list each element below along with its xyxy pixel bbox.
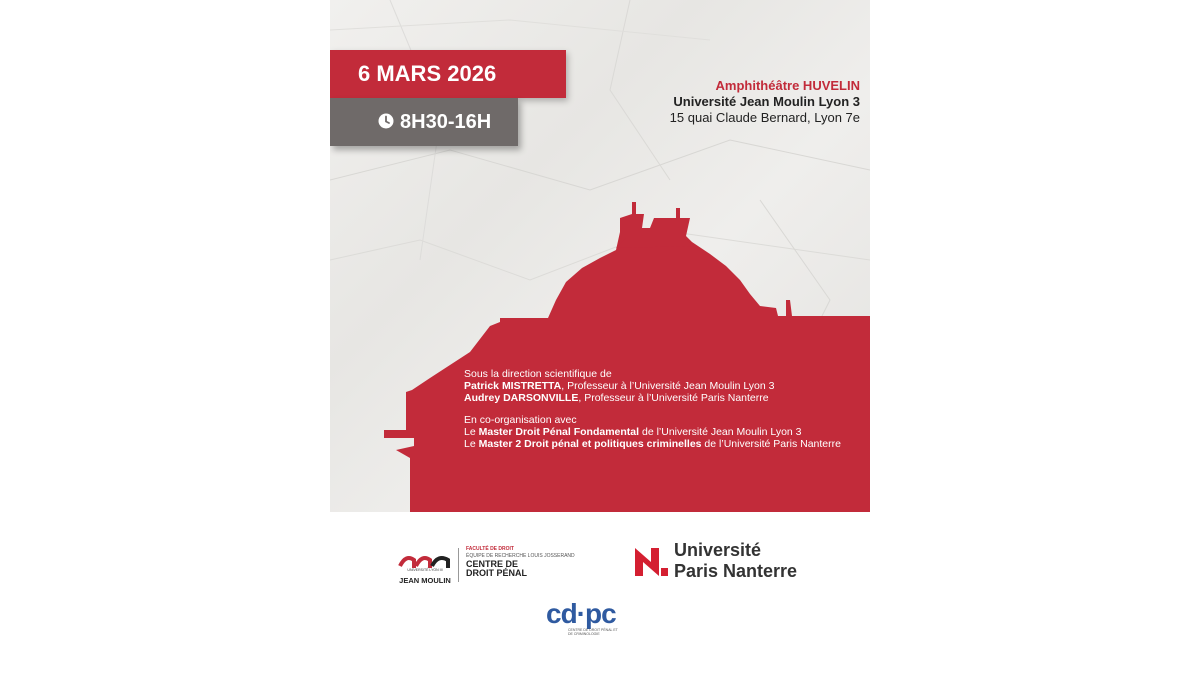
partner-logos <box>330 512 870 675</box>
director-2-name: Audrey DARSONVILLE <box>464 392 579 404</box>
director-1 <box>464 380 864 392</box>
jean-moulin-logo <box>396 546 576 586</box>
coorg-2 <box>464 438 864 450</box>
jean-moulin-team: ÉQUIPE DE RECHERCHE LOUIS JOSSERAND <box>466 553 575 559</box>
coorg-2-name: Master 2 Droit pénal et politiques criminelles <box>478 438 702 450</box>
jean-moulin-mark-text: UNIVERSITÉ LYON III <box>407 568 443 572</box>
coorg-2-suffix: de l’Université Paris Nanterre <box>701 438 841 450</box>
coorg-1-prefix: Le <box>464 426 479 438</box>
cdpc-logo <box>546 598 636 638</box>
direction-intro: Sous la direction scientifique de <box>464 368 612 380</box>
event-poster <box>330 0 870 675</box>
jean-moulin-centre: CENTRE DE DROIT PÉNAL <box>466 559 528 578</box>
spacer <box>464 404 864 414</box>
venue-block <box>670 78 860 126</box>
event-time-banner <box>330 98 518 146</box>
director-2-role: , Professeur à l’Université Paris Nanterre <box>578 392 769 404</box>
event-time: 8H30-16H <box>400 110 492 133</box>
venue-university: Université Jean Moulin Lyon 3 <box>673 94 860 109</box>
paris-nanterre-line-1: Université <box>674 540 762 560</box>
director-2 <box>464 392 864 404</box>
jean-moulin-faculty: FACULTÉ DE DROIT <box>466 546 514 552</box>
venue-room: Amphithéâtre HUVELIN <box>715 78 860 93</box>
paris-nanterre-mark-icon <box>632 544 670 580</box>
coorg-1 <box>464 426 864 438</box>
event-date: 6 MARS 2026 <box>358 61 497 86</box>
coorg-1-name: Master Droit Pénal Fondamental <box>478 426 640 438</box>
coorg-intro: En co-organisation avec <box>464 414 577 426</box>
paris-nanterre-line-2: Paris Nanterre <box>674 561 798 581</box>
paris-nanterre-wordmark <box>674 540 797 582</box>
event-date-banner <box>330 50 566 98</box>
organizers-credits <box>464 368 864 450</box>
director-1-name: Patrick MISTRETTA <box>464 380 562 392</box>
clock-icon <box>378 113 394 129</box>
venue-address: 15 quai Claude Bernard, Lyon 7e <box>669 110 860 125</box>
cdpc-wordmark: cd·pc <box>546 598 616 629</box>
coorg-2-prefix: Le <box>464 438 479 450</box>
logo-divider <box>458 548 459 582</box>
paris-nanterre-logo <box>632 540 812 584</box>
coorg-1-suffix: de l’Université Jean Moulin Lyon 3 <box>639 426 802 438</box>
jean-moulin-name: JEAN MOULIN <box>399 576 451 585</box>
director-1-role: , Professeur à l’Université Jean Moulin Lyon 3 <box>561 380 775 392</box>
cdpc-subtitle: CENTRE DE DROIT PÉNAL ET DE CRIMINOLOGIE <box>568 628 618 636</box>
